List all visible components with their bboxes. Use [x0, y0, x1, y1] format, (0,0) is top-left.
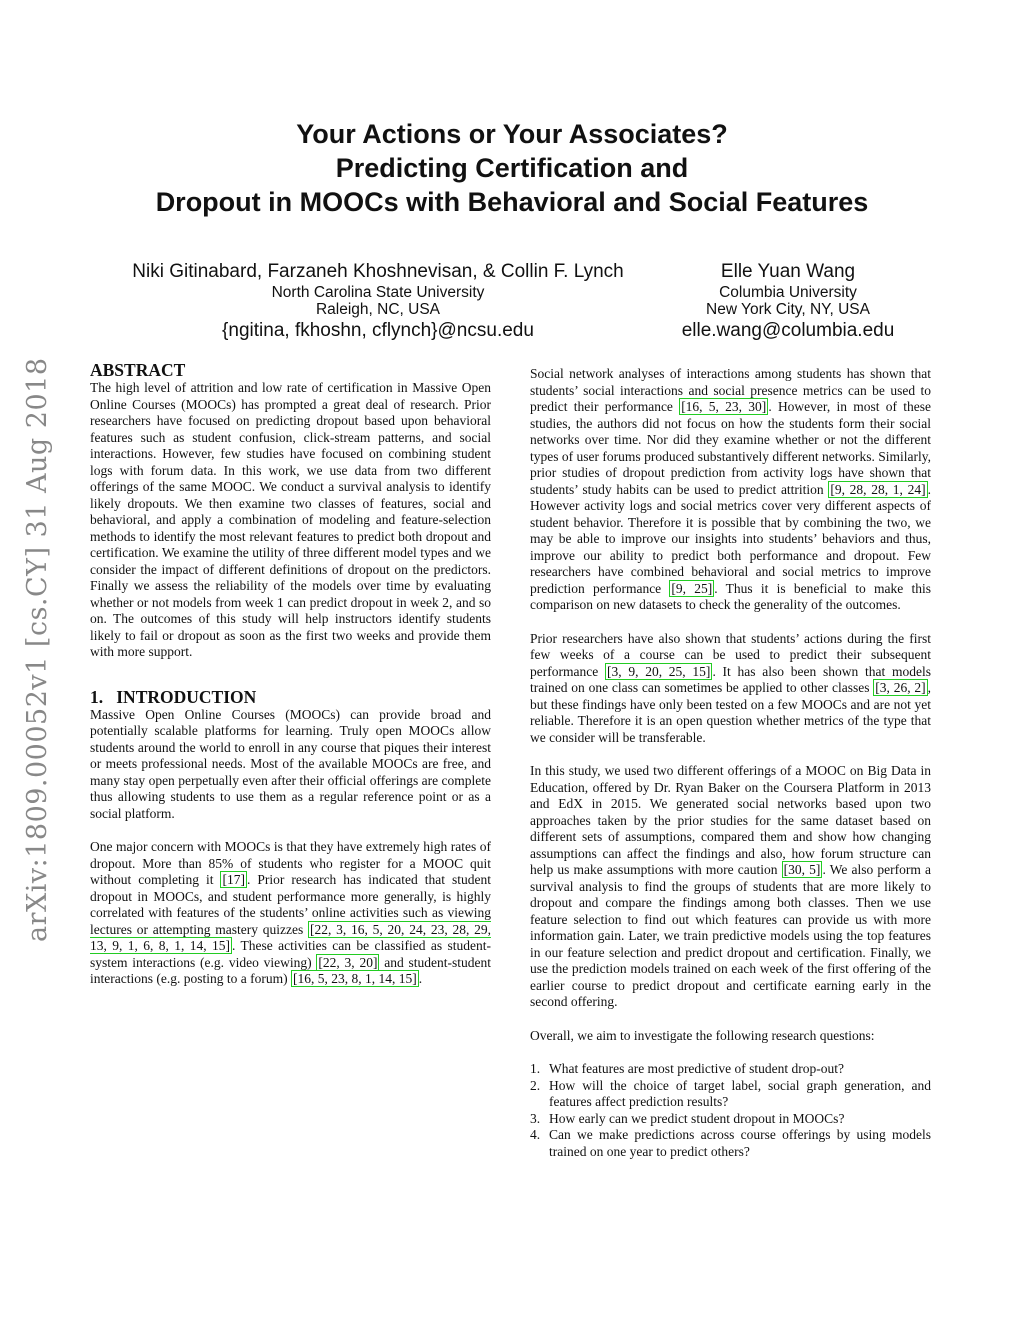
author-location: New York City, NY, USA: [706, 301, 870, 318]
text-run: One major concern with MOOCs is that they have extremely high rates of dropout. More than 85% of students who register for a MOOC quit without completing it: [90, 839, 491, 887]
citation-link[interactable]: [3, 9, 20, 25, 15]: [606, 663, 711, 679]
citation-link[interactable]: [30, 5]: [783, 862, 821, 877]
citation-link[interactable]: [17]: [222, 872, 245, 887]
body-paragraph: [530, 366, 931, 614]
author-email: elle.wang@columbia.edu: [681, 320, 895, 341]
list-item: [530, 1078, 931, 1111]
text-run: Prior researchers have also shown that students’ actions during the first few weeks of a course can be used to predict their subsequent performance: [530, 630, 931, 679]
author-names: Niki Gitinabard, Farzaneh Khoshnevisan, & Collin F. Lynch: [132, 261, 624, 282]
text-run: . These activities can be classified as student-system interactions (e.g. video viewing): [90, 938, 492, 970]
text-run: . However activity logs and social metrics cover very different aspects of student behavior. Therefore it is possible that by combining the two, we may be able to improve our insights into students’ behaviors and thus, improve our ability to predict both performance and dropout. Few researchers have combined behavioral and social metrics to improve prediction performance: [530, 481, 931, 596]
author-email: {ngitina, fkhoshn, cflynch}@ncsu.edu: [222, 320, 534, 341]
body-paragraph: Overall, we aim to investigate the following research questions:: [530, 1027, 875, 1043]
author-block-ncsu: [110, 260, 646, 342]
list-text: What features are most predictive of student drop-out?: [549, 1061, 845, 1076]
text-run: .: [418, 971, 423, 986]
left-column: [90, 360, 491, 988]
citation-link[interactable]: [16, 5, 23, 8, 1, 14, 15]: [292, 971, 417, 986]
research-questions-list: [530, 1061, 931, 1160]
list-text: Can we make predictions across course offerings by using models trained on one year to predict others?: [549, 1127, 931, 1159]
paper-title: [0, 117, 1024, 219]
list-text: How early can we predict student dropout in MOOCs?: [549, 1110, 845, 1126]
body-paragraph: [530, 763, 931, 1011]
list-number: 2.: [530, 1077, 541, 1093]
text-run: . Thus it is beneficial to make this comparison on new datasets to check the generality of the outcomes.: [530, 580, 931, 612]
list-text: How will the choice of target label, social graph generation, and features affect prediction results?: [549, 1077, 931, 1109]
body-paragraph: [530, 631, 931, 747]
citation-link[interactable]: [22, 3, 20]: [318, 954, 378, 970]
text-run: , but these findings have only been tested on a few MOOCs and are not yet reliable. Therefore it is an open question whether metrics of the type that we consider will be transferable.: [530, 680, 931, 745]
author-block-columbia: [660, 260, 916, 342]
list-number: 4.: [530, 1127, 541, 1142]
intro-paragraph: Massive Open Online Courses (MOOCs) can provide broad and potentially scalable platforms for learning. Truly open MOOCs allow students around the world to enroll in any course that piques their interest or meets professional needs. Most of the available MOOCs are free, and many stay open perpetually even after their official offerings are complete thus allowing students to use them as a regular reference point or as a social platform.: [90, 706, 491, 821]
intro-paragraph: [90, 839, 491, 988]
citation-link[interactable]: [9, 25]: [671, 580, 713, 596]
right-column: [530, 366, 931, 1160]
text-run: . We also perform a survival analysis to find the groups of students that are more likely to dropout and compare the findings among both classes. Then we use feature selection to find out which features can provide us with more information gain. Later, we train predictive models using the top features in our feature selection and predict dropout and certification. Finally, we use the prediction models trained on each week of the first offering of the earlier course to predict dropout and certificate earning early in the second offering.: [530, 862, 931, 1009]
citation-link[interactable]: [16, 5, 23, 30]: [681, 399, 767, 414]
citation-link[interactable]: [22, 3, 16, 5, 20, 24, 23, 28, 29, 13, 9, 1, 6, 8, 1, 14, 15]: [90, 921, 491, 953]
abstract-text: The high level of attrition and low rate of certification in Massive Open Online Courses (MOOCs) has prompted a great deal of research. Prior researchers have focused on predicting dropout based upon behavioral features such as student confusion, click-stream patterns, and social interactions. However, few studies have focused on combining student logs with forum data. In this work, we use data from two different offerings of the same MOOC. We conduct a survival analysis to identify likely dropouts. We then examine two classes of features, social and behavioral, and apply a combination of modeling and feature-selection methods to identify the most relevant features to predict both dropout and certification. We examine the utility of three different model types and we consider the impact of different definitions of dropout on the predictors. Finally we assess the reliability of the models over time by evaluating whether or not models from week 1 can predict dropout in week 2, and so on. The outcomes of this study will help instructors identify students likely to fail or dropout as soon as the first two weeks and provide them with more support.: [90, 380, 491, 659]
title-line: Dropout in MOOCs with Behavioral and Social Features: [155, 187, 869, 217]
list-number: 1.: [530, 1061, 541, 1076]
text-run: Social network analyses of interactions among students has shown that students’ social interactions and social presence metrics can be used to predict their performance: [530, 366, 931, 414]
text-run: In this study, we used two different offerings of a MOOC on Big Data in Education, offered by Dr. Ryan Baker on the Coursera Platform in 2013 and EdX in 2015. We generated social networks based upon two approaches taken by the prior studies for the same dataset based on different sets of assumptions, compared them and show how changing assumptions can affect the findings and also, how forum structure can help us make assumptions with more caution: [530, 763, 931, 877]
author-institution: North Carolina State University: [271, 284, 485, 301]
list-item: [530, 1061, 931, 1078]
author-institution: Columbia University: [719, 284, 857, 301]
text-run: . However, in most of these studies, the authors did not focus on how the students form their social networks over time. Nor did they examine whether or not the different types of user forums produced substantively different networks. Similarly, prior studies of dropout prediction from activity logs have shown that students’ study habits can be used to predict attrition: [530, 399, 931, 497]
text-run: and student-student interactions (e.g. posting to a forum): [90, 954, 491, 986]
title-line: Your Actions or Your Associates?: [296, 119, 728, 149]
introduction-heading: 1. INTRODUCTION: [90, 686, 257, 707]
text-run: . It has also been shown that models trained on one class can sometimes be applied to other classes: [530, 663, 931, 695]
title-line: Predicting Certification and: [335, 153, 689, 183]
text-run: . Prior research has indicated that student dropout in MOOCs, and student performance more generally, is highly correlated with features of the students’ online activities such as viewing lectures or attempting mastery quizzes: [90, 872, 491, 937]
abstract-heading: ABSTRACT: [90, 360, 186, 380]
author-location: Raleigh, NC, USA: [315, 301, 441, 318]
list-item: [530, 1111, 931, 1128]
list-item: [530, 1127, 931, 1160]
arxiv-stamp: arXiv:1809.00052v1 [cs.CY] 31 Aug 2018: [22, 357, 53, 942]
citation-link[interactable]: [3, 26, 2]: [875, 680, 926, 695]
citation-link[interactable]: [9, 28, 28, 1, 24]: [830, 481, 926, 497]
list-number: 3.: [530, 1110, 541, 1126]
author-names: Elle Yuan Wang: [720, 261, 856, 282]
